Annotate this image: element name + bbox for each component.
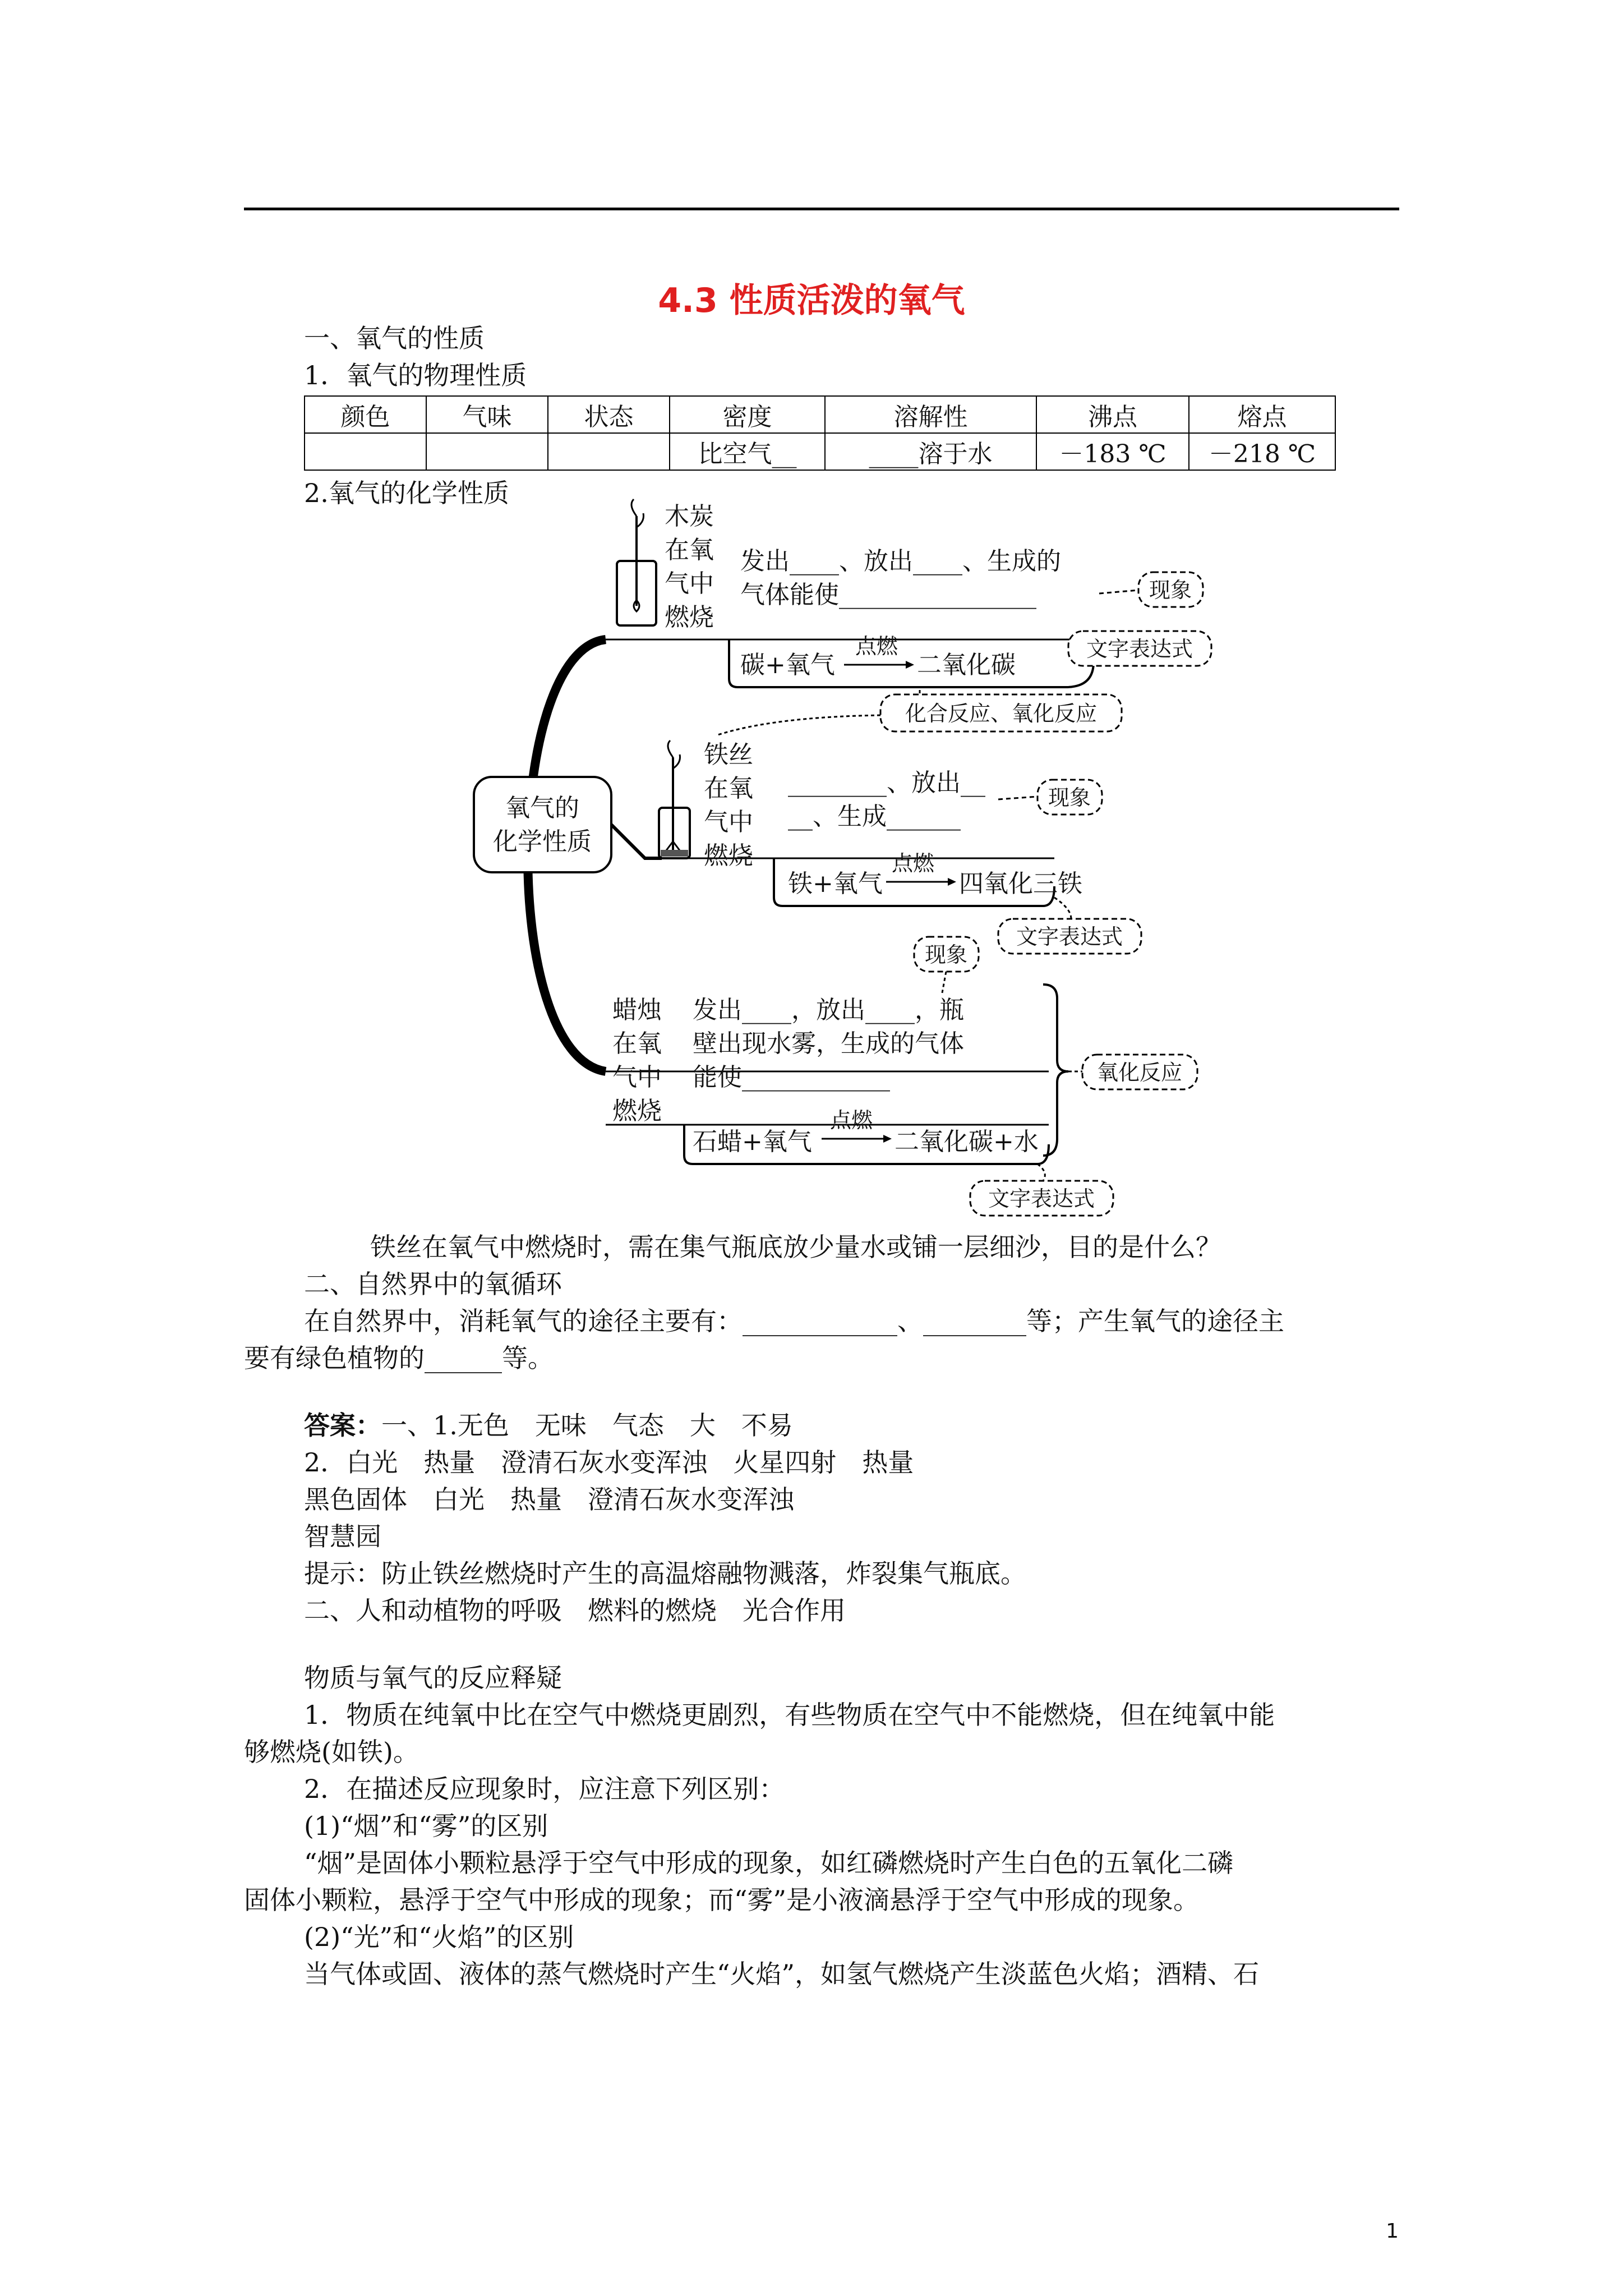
explain-p6: 当气体或固、液体的蒸气燃烧时产生“火焰”，如氢气燃烧产生淡蓝色火焰；酒精、石 <box>304 1959 1260 1989</box>
carbon-tag-type-pointer-iron <box>718 715 880 735</box>
iron-label-2: 在氧 <box>704 774 753 803</box>
page-number: 1 <box>1386 2220 1399 2243</box>
iron-eq-left: 铁+氧气 <box>788 869 883 898</box>
table-header-cell: 状态 <box>548 396 670 433</box>
iron-tag-expression-text: 文字表达式 <box>1016 924 1123 949</box>
candle-tag-phenomenon-pointer <box>942 972 946 993</box>
center-node-line2: 化学性质 <box>493 827 592 856</box>
candle-eq-left: 石蜡+氧气 <box>693 1128 812 1156</box>
table-cell: ____溶于水 <box>825 433 1036 470</box>
iron-eq-arrowhead <box>948 878 956 886</box>
carbon-tag-phenomenon-pointer <box>1099 590 1138 593</box>
carbon-tag-phenomenon-text: 现象 <box>1149 578 1192 602</box>
center-node-line1: 氧气的 <box>505 794 579 822</box>
candle-eq-condition: 点燃 <box>830 1108 873 1133</box>
center-node <box>474 777 611 872</box>
carbon-tag-expression-text: 文字表达式 <box>1086 637 1193 661</box>
candle-label-2: 在氧 <box>612 1029 662 1058</box>
page-title: 4.3 性质活泼的氧气 <box>658 281 965 320</box>
carbon-tag-reaction-type-text: 化合反应、氧化反应 <box>905 701 1098 726</box>
explain-p1-line2: 够燃烧(如铁)。 <box>244 1737 419 1767</box>
candle-eq-right: 二氧化碳+水 <box>895 1128 1039 1156</box>
explain-title: 物质与氧气的反应释疑 <box>304 1663 562 1693</box>
iron-eq-right: 四氧化三铁 <box>959 869 1082 898</box>
candle-phenomenon-2: 壁出现水雾，生成的气体 <box>693 1029 964 1058</box>
candle-tag-expression-text: 文字表达式 <box>988 1186 1095 1211</box>
section-2-para-line2: 要有绿色植物的______等。 <box>244 1343 554 1373</box>
carbon-eq-left: 碳+氧气 <box>740 651 835 679</box>
iron-tag-expression-pointer <box>1054 898 1071 919</box>
candle-label-3: 气中 <box>612 1063 662 1092</box>
table-cell: －183 ℃ <box>1036 433 1189 470</box>
iron-phenomenon-1: ________、放出__ <box>788 769 985 797</box>
section-2-title: 二、自然界中的氧循环 <box>304 1269 562 1299</box>
carbon-eq-right: 二氧化碳 <box>917 651 1016 679</box>
table-cell <box>548 433 670 470</box>
iron-tag-phenomenon-pointer <box>998 797 1038 799</box>
table-header-cell: 沸点 <box>1036 396 1189 433</box>
candle-brace <box>1043 984 1068 1156</box>
candle-phenomenon-1: 发出____，放出____，瓶 <box>693 996 964 1024</box>
carbon-eq-arrowhead <box>906 661 914 669</box>
iron-flask-icon <box>659 740 690 858</box>
section-1-sub2: 2.氧气的化学性质 <box>304 478 509 508</box>
center-connector <box>611 825 662 858</box>
explain-p2: 2．在描述反应现象时，应注意下列区别： <box>304 1774 785 1804</box>
candle-label-4: 燃烧 <box>612 1097 662 1125</box>
carbon-phenomenon-2: 气体能使________________ <box>740 581 1036 609</box>
answers-label: 答案： <box>304 1410 381 1441</box>
question-text: 铁丝在氧气中燃烧时，需在集气瓶底放少量水或铺一层细沙，目的是什么？ <box>370 1232 1221 1262</box>
answers-line4: 智慧园 <box>304 1521 381 1552</box>
carbon-label-3: 气中 <box>665 569 714 598</box>
section-2-para-line1: 在自然界中，消耗氧气的途径主要有：____________、________等；产生氧气的途径主 <box>304 1306 1284 1336</box>
table-header-cell: 熔点 <box>1189 396 1335 433</box>
chemical-properties-diagram <box>437 494 1245 1234</box>
candle-phenomenon-3: 能使____________ <box>693 1063 890 1092</box>
carbon-label-1: 木炭 <box>665 502 714 531</box>
iron-label-3: 气中 <box>704 808 753 836</box>
candle-tag-expression-pointer <box>1038 1164 1045 1181</box>
carbon-label-4: 燃烧 <box>665 603 714 632</box>
table-cell <box>426 433 548 470</box>
physical-properties-table <box>304 395 1336 471</box>
answers-line5: 提示：防止铁丝燃烧时产生的高温熔融物溅落，炸裂集气瓶底。 <box>304 1558 1026 1589</box>
answers-line1 <box>304 1408 793 1443</box>
carbon-phenomenon-1: 发出____、放出____、生成的 <box>740 547 1061 576</box>
iron-label-4: 燃烧 <box>704 841 753 870</box>
explain-p5: (2)“光”和“火焰”的区别 <box>304 1922 574 1952</box>
table-row <box>305 433 1335 470</box>
carbon-flask-icon <box>617 499 656 625</box>
iron-label-1: 铁丝 <box>704 740 753 769</box>
explain-p4-line2: 固体小颗粒，悬浮于空气中形成的现象；而“雾”是小液滴悬浮于空气中形成的现象。 <box>244 1885 1200 1915</box>
table-header-row <box>305 396 1335 433</box>
explain-p4-line1: “烟”是固体小颗粒悬浮于空气中形成的现象，如红磷燃烧时产生白色的五氧化二磷 <box>304 1848 1234 1878</box>
iron-tag-phenomenon-text: 现象 <box>1048 785 1091 810</box>
iron-phenomenon-2: __、生成______ <box>788 802 961 831</box>
answers-line2: 2．白光 热量 澄清石灰水变浑浊 火星四射 热量 <box>304 1447 914 1478</box>
table-header-cell: 气味 <box>426 396 548 433</box>
table-cell: －218 ℃ <box>1189 433 1335 470</box>
answers-line3: 黑色固体 白光 热量 澄清石灰水变浑浊 <box>304 1484 794 1515</box>
section-1-title: 一、氧气的性质 <box>304 323 485 353</box>
table-header-cell: 颜色 <box>305 396 426 433</box>
header-rule <box>244 208 1399 210</box>
candle-tag-phenomenon-text: 现象 <box>924 942 968 967</box>
candle-label-1: 蜡烛 <box>612 996 662 1024</box>
candle-eq-arrowhead <box>883 1135 892 1143</box>
table-cell: 比空气__ <box>670 433 825 470</box>
carbon-label-2: 在氧 <box>665 536 714 564</box>
section-1-sub1: 1．氧气的物理性质 <box>304 360 527 390</box>
table-cell <box>305 433 426 470</box>
table-header-cell: 溶解性 <box>825 396 1036 433</box>
carbon-eq-condition: 点燃 <box>855 634 898 659</box>
explain-p1-line1: 1．物质在纯氧中比在空气中燃烧更剧烈，有些物质在空气中不能燃烧，但在纯氧中能 <box>304 1700 1275 1730</box>
explain-p3: (1)“烟”和“雾”的区别 <box>304 1811 548 1841</box>
candle-tag-reaction-type-text: 氧化反应 <box>1096 1060 1183 1085</box>
iron-eq-condition: 点燃 <box>892 851 935 876</box>
answers-line6: 二、人和动植物的呼吸 燃料的燃烧 光合作用 <box>304 1595 846 1626</box>
table-header-cell: 密度 <box>670 396 825 433</box>
answers-text-1: 一、1.无色 无味 气态 大 不易 <box>381 1410 793 1441</box>
